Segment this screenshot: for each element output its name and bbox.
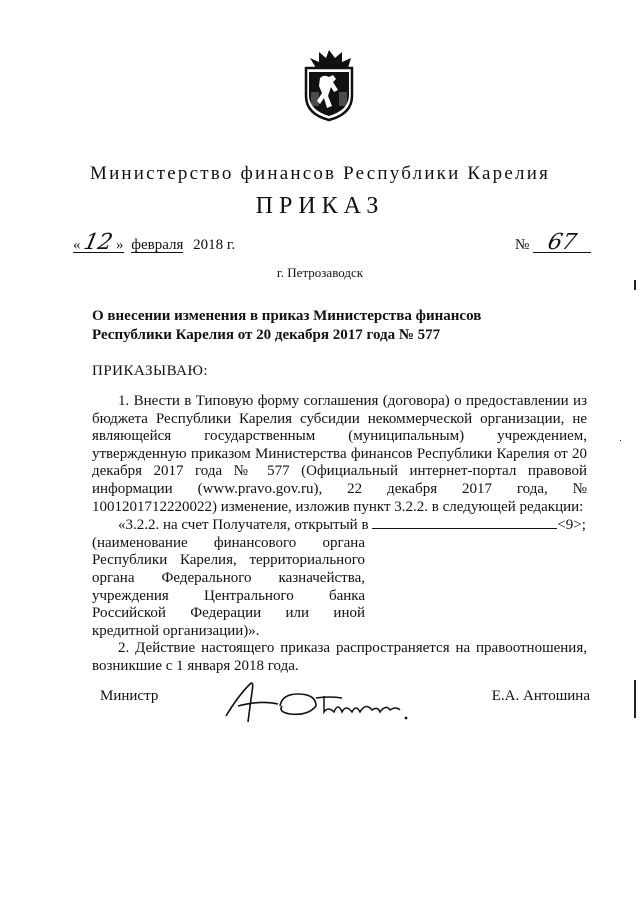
paragraph-1: 1. Внести в Типовую форму соглашения (договора) о предоставлении из бюджета Республики Карелия субсидии некоммерческой организации, не являющейся государственным (муниципальным) учреждением, утвержденную приказом Министерства финансов Республики Карелия от 20 декабря 2017 года № 577 (Официальный интернет-портал правовой информации (www.pravo.gov.ru), 22 декабря 2017 года, № 1001201712220022) изменение, изложив пункт 3.2.2. в следующей редакции: bbox=[92, 393, 587, 515]
footnote-ref: <9>; bbox=[557, 517, 586, 534]
signature-block bbox=[100, 688, 590, 728]
paragraph-2: 2. Действие настоящего приказа распространяется на правоотношения, возникшие с 1 января 2018 года. bbox=[92, 640, 587, 674]
date-close-quote: » bbox=[116, 237, 124, 253]
date-month: февраля bbox=[131, 237, 184, 253]
coat-of-arms-emblem bbox=[298, 48, 360, 122]
date-open-quote: « bbox=[73, 237, 81, 253]
order-word: ПРИКАЗЫВАЮ: bbox=[92, 363, 209, 379]
number-prefix: № bbox=[515, 237, 530, 253]
scan-edge-mark bbox=[620, 440, 621, 441]
order-number: 67 bbox=[533, 236, 591, 253]
scan-edge-mark bbox=[634, 280, 636, 290]
blank-line bbox=[372, 516, 557, 529]
quoted-clause: «3.2.2. на счет Получателя, открытый в <9>; bbox=[118, 517, 586, 534]
order-body bbox=[92, 393, 587, 676]
date-year: 2018 г. bbox=[193, 237, 236, 253]
order-number-line bbox=[515, 230, 615, 255]
date-day: 12 bbox=[81, 230, 116, 255]
city: г. Петрозаводск bbox=[276, 265, 364, 280]
order-subject: О внесении изменения в приказ Министерства финансов Республики Карелия от 20 декабря 2017 года № 577 bbox=[92, 308, 482, 343]
document-title: ПРИКАЗ bbox=[255, 193, 385, 219]
signer-position: Министр bbox=[100, 688, 159, 704]
ministry-name: Министерство финансов Республики Карелия bbox=[89, 163, 551, 184]
handwritten-signature bbox=[220, 676, 430, 728]
scan-edge-mark bbox=[634, 680, 636, 718]
signer-name: Е.А. Антошина bbox=[491, 688, 590, 704]
date-line bbox=[73, 230, 293, 255]
clause-note: (наименование финансового органа Республики Карелия, территориального органа Федерального казначейства, учреждения Центрального банка Российской Федерации или иной кредитной организации)». bbox=[92, 534, 365, 639]
